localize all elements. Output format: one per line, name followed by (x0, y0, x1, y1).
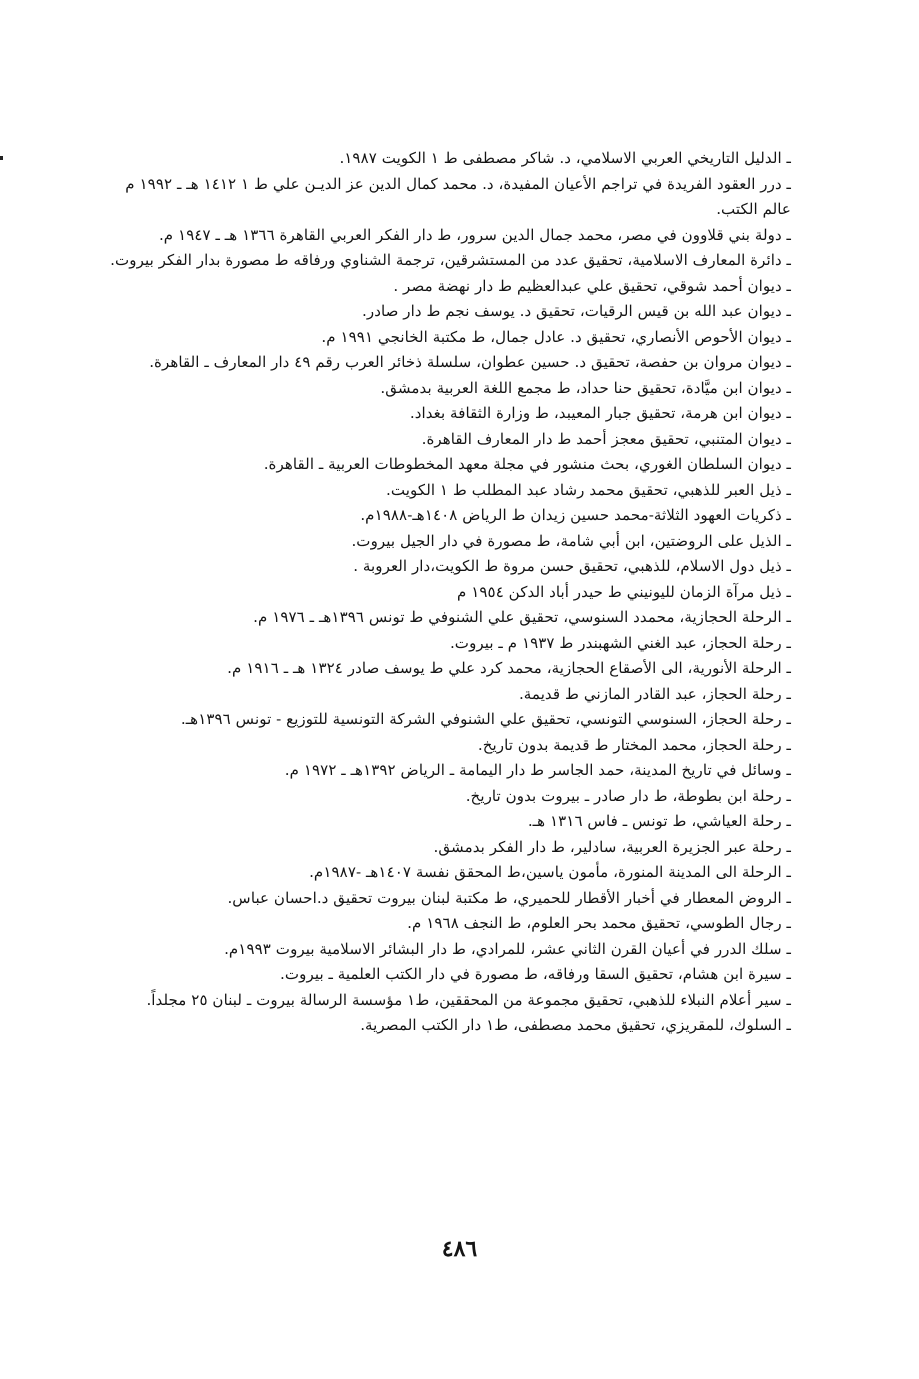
bibliography-entry: ـ ديوان السلطان الغوري، بحث منشور في مجلة معهد المخطوطات العربية ـ القاهرة. (263, 455, 791, 473)
bibliography-entry: ـ ديوان عبد الله بن قيس الرقيات، تحقيق د. يوسف نجم ط دار صادر. (362, 302, 791, 320)
bibliography-list (110, 146, 791, 1039)
bibliography-entry: ـ دولة بني قلاوون في مصر، محمد جمال الدين سرور، ط دار الفكر العربي القاهرة ١٣٦٦ هـ ـ ١٩٤٧ م. (158, 225, 791, 244)
bibliography-entry: ـ رجال الطوسي، تحقيق محمد بحر العلوم، ط النجف ١٩٦٨ م. (407, 914, 791, 932)
bibliography-entry: ـ سير أعلام النبلاء للذهبي، تحقيق مجموعة من المحققين، ط١ مؤسسة الرسالة بيروت ـ لبنان ٢٥ مجلداً. (146, 990, 791, 1009)
bibliography-entry: ـ رحلة الحجاز، السنوسي التونسي، تحقيق علي الشنوفي الشركة التونسية للتوزيع - تونس ١٣٩٦هـ. (180, 710, 791, 728)
bibliography-entry: ـ الدليل التاريخي العربي الاسلامي، د. شاكر مصطفى ط ١ الكويت ١٩٨٧. (339, 149, 791, 167)
bibliography-entry: ـ الرحلة الأنورية، الى الأصقاع الحجازية، محمد كرد علي ط يوسف صادر ١٣٢٤ هـ ـ ١٩١٦ م. (227, 659, 791, 677)
bibliography-entry: ـ رحلة الحجاز، محمد المختار ط قديمة بدون تاريخ. (477, 735, 791, 754)
bibliography-entry: ـ الروض المعطار في أخبار الأقطار للحميري، ط مكتبة لبنان بيروت تحقيق د.احسان عباس. (227, 888, 791, 907)
bibliography-entry: ـ رحلة عبر الجزيرة العربية، سادلير، ط دار الفكر بدمشق. (433, 837, 791, 856)
bibliography-entry: ـ ذيل العبر للذهبي، تحقيق محمد رشاد عبد المطلب ط ١ الكويت. (386, 480, 791, 499)
bibliography-entry: ـ السلوك، للمقريزي، تحقيق محمد مصطفى، ط١ دار الكتب المصرية. (360, 1016, 791, 1034)
scan-edge-mark (0, 156, 3, 160)
bibliography-entry: ـ ديوان مروان بن حفصة، تحقيق د. حسين عطوان، سلسلة ذخائر العرب رقم ٤٩ دار المعارف ـ القاهرة. (149, 353, 791, 371)
bibliography-entry: ـ سيرة ابن هشام، تحقيق السقا ورفاقه، ط مصورة في دار الكتب العلمية ـ بيروت. (280, 965, 791, 983)
bibliography-entry: ـ درر العقود الفريدة في تراجم الأعيان المفيدة، د. محمد كمال الدين عز الديـن علي ط ١ ١٤١٢ هـ ـ ١٩٩٢ م عالم الكتب. (125, 174, 791, 218)
bibliography-entry: ـ رحلة ابن بطوطة، ط دار صادر ـ بيروت بدون تاريخ. (465, 786, 791, 805)
bibliography-entry: ـ الرحلة الحجازية، محمدد السنوسي، تحقيق علي الشنوفي ط تونس ١٣٩٦هـ ـ ١٩٧٦ م. (253, 608, 791, 626)
bibliography-entry: ـ ديوان المتنبي، تحقيق معجز أحمد ط دار المعارف القاهرة. (421, 429, 791, 448)
bibliography-entry: ـ رحلة الحجاز، عبد القادر المازني ط قديمة. (518, 684, 791, 703)
bibliography-entry: ـ ذيل دول الاسلام، للذهبي، تحقيق حسن مروة ط الكويت،دار العروبة . (353, 557, 791, 575)
bibliography-entry: ـ ديوان ابن ميَّادة، تحقيق حنا حداد، ط مجمع اللغة العربية بدمشق. (380, 378, 791, 397)
bibliography-entry: ـ سلك الدرر في أعيان القرن الثاني عشر، للمرادي، ط دار البشائر الاسلامية بيروت ١٩٩٣م. (224, 939, 791, 958)
bibliography-entry: ـ دائرة المعارف الاسلامية، تحقيق عدد من المستشرقين، ترجمة الشناوي ورفاقه ط مصورة بدار الفكر بيروت. (110, 251, 791, 269)
bibliography-entry: ـ ديوان ابن هرمة، تحقيق جبار المعيبد، ط وزارة الثقافة بغداد. (409, 404, 791, 422)
bibliography-entry: ـ وسائل في تاريخ المدينة، حمد الجاسر ط دار اليمامة ـ الرياض ١٣٩٢هـ ـ ١٩٧٢ م. (284, 761, 791, 779)
bibliography-entry: ـ الذيل على الروضتين، ابن أبي شامة، ط مصورة في دار الجيل بيروت. (351, 531, 791, 550)
bibliography-entry: ـ ديوان الأحوص الأنصاري، تحقيق د. عادل جمال، ط مكتبة الخانجي ١٩٩١ م. (321, 327, 791, 346)
bibliography-entry: ـ ديوان أحمد شوقي، تحقيق علي عبدالعظيم ط دار نهضة مصر . (393, 276, 791, 295)
bibliography-entry: ـ رحلة الحجاز، عبد الغني الشهبندر ط ١٩٣٧ م ـ بيروت. (449, 633, 791, 652)
bibliography-entry: ـ ذيل مرآة الزمان لليونيني ط حيدر أباد الدكن ١٩٥٤ م (456, 582, 791, 601)
page-number: ٤٨٦ (441, 1236, 478, 1262)
bibliography-entry: ـ الرحلة الى المدينة المنورة، مأمون ياسين،ط المحقق نفسة ١٤٠٧هـ -١٩٨٧م. (309, 863, 791, 881)
bibliography-entry: ـ ذكريات العهود الثلاثة-محمد حسين زيدان ط الرياض ١٤٠٨هـ-١٩٨٨م. (360, 506, 791, 524)
bibliography-entry: ـ رحلة العياشي، ط تونس ـ فاس ١٣١٦ هـ. (527, 812, 791, 830)
